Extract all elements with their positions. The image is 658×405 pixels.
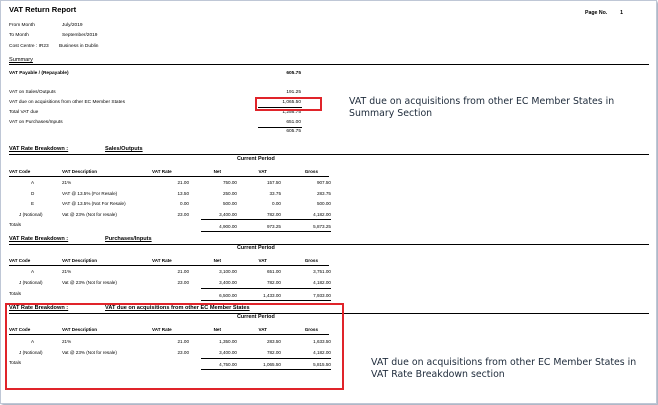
row-rate: 23.00 [177, 280, 189, 285]
report-title: VAT Return Report [9, 5, 77, 14]
row-code: A [31, 269, 35, 274]
breakdown-callout [371, 357, 636, 381]
row-rate: 21.00 [177, 339, 189, 344]
col-net: Net [213, 327, 221, 332]
row-code: A [31, 180, 35, 185]
row-description: Vat @ 23% (Not for resale) [62, 350, 117, 355]
summary-net-rule [258, 127, 302, 128]
row-gross: 500.00 [316, 201, 331, 206]
cost-centre-label: Cost Centre : IR23 [9, 44, 49, 49]
row-description: Vat @ 23% (Not for resale) [62, 280, 117, 285]
row-net: 1,350.00 [219, 339, 237, 344]
row-description: 21% [62, 180, 72, 185]
acquisitions-total-gross: 5,815.50 [313, 362, 331, 367]
summary-heading: Summary [9, 57, 33, 63]
sales-totals-rule [201, 219, 331, 220]
summary-divider [9, 64, 649, 65]
purchases-breakdown-label: VAT Rate Breakdown : [9, 236, 69, 242]
summary-row-label: VAT on Sales/Outputs [9, 90, 56, 95]
row-gross: 4,182.00 [313, 212, 331, 217]
summary-row-value: 1,065.50 [282, 100, 301, 105]
breakdown-callout-line1: VAT due on acquisitions from other EC Member States in [371, 357, 637, 368]
cost-centre-value: Business in Dublin [59, 44, 99, 49]
acquisitions-total-vat: 1,065.50 [263, 362, 281, 367]
row-description: 21% [62, 339, 72, 344]
acquisitions-breakdown-label: VAT Rate Breakdown : [9, 305, 69, 311]
summary-row-label: Total VAT due [9, 110, 39, 115]
purchases-totals-rule [201, 288, 331, 289]
row-code: J (Notional) [19, 350, 43, 355]
row-vat: 0.00 [272, 201, 281, 206]
row-gross: 3,751.00 [313, 269, 331, 274]
col-vat: VAT [258, 327, 267, 332]
row-vat: 283.50 [266, 339, 281, 344]
purchases-current-period: Current Period [237, 245, 275, 251]
purchases-total-gross: 7,933.00 [313, 293, 331, 298]
to-month-label: To Month [9, 33, 29, 38]
summary-row-label: VAT due on acquisitions from other EC Member States [9, 100, 125, 105]
summary-row-value: 191.25 [286, 90, 301, 95]
row-description: VAT @ 13.5% (For Resale) [62, 191, 118, 196]
purchases-divider [9, 244, 649, 245]
row-net: 500.00 [222, 201, 237, 206]
row-gross: 283.75 [316, 191, 331, 196]
sales-total-net: 4,900.00 [219, 224, 237, 229]
summary-row-value: 1,256.75 [282, 110, 301, 115]
row-vat: 782.00 [266, 350, 281, 355]
sales-total-gross: 5,873.25 [313, 224, 331, 229]
row-code: D [31, 191, 35, 196]
row-vat: 157.50 [266, 180, 281, 185]
col-vat: VAT [258, 258, 267, 263]
from-month-label: From Month [9, 23, 35, 28]
row-vat: 33.75 [269, 191, 281, 196]
sales-total-vat: 973.25 [266, 224, 281, 229]
to-month-value: September/2019 [62, 33, 98, 38]
row-code: E [31, 201, 35, 206]
col-net: Net [213, 258, 221, 263]
summary-callout [349, 96, 614, 120]
purchases-section-title: Purchases/Inputs [105, 236, 152, 242]
row-gross: 907.50 [316, 180, 331, 185]
row-vat: 782.00 [266, 212, 281, 217]
summary-row-label: VAT on Purchases/Inputs [9, 120, 63, 125]
row-vat: 782.00 [266, 280, 281, 285]
col-vat-code: VAT Code [9, 258, 31, 263]
row-vat: 651.00 [266, 269, 281, 274]
row-code: J (Notional) [19, 212, 43, 217]
purchases-total-vat: 1,433.00 [263, 293, 281, 298]
page-number-label [585, 10, 623, 16]
col-vat-description: VAT Description [62, 258, 98, 263]
row-rate: 21.00 [177, 180, 189, 185]
purchases-total-net: 6,500.00 [219, 293, 237, 298]
col-vat-rate: VAT Rate [152, 258, 172, 263]
breakdown-callout-line2: VAT Rate Breakdown section [371, 369, 505, 380]
purchases-totals-label: Totals [9, 291, 21, 296]
from-month-value: July/2019 [62, 23, 83, 28]
row-description: VAT @ 13.5% (Not For Resale) [62, 201, 126, 206]
acquisitions-totals-label: Totals [9, 360, 21, 365]
sales-section-title: Sales/Outputs [105, 146, 143, 152]
col-gross: Gross [304, 327, 318, 332]
col-vat: VAT [258, 169, 267, 174]
sales-header-rule [9, 176, 329, 177]
acquisitions-highlight-box [5, 303, 344, 390]
row-code: A [31, 339, 35, 344]
row-code: J (Notional) [19, 280, 43, 285]
summary-row-value: 651.00 [286, 120, 301, 125]
row-rate: 21.00 [177, 269, 189, 274]
summary-highlight-box [255, 97, 322, 111]
summary-callout-line2: Summary Section [349, 108, 433, 119]
row-net: 250.00 [222, 191, 237, 196]
row-net: 3,400.00 [219, 212, 237, 217]
col-vat-description: VAT Description [62, 327, 98, 332]
row-description: 21% [62, 269, 72, 274]
sales-current-period: Current Period [237, 156, 275, 162]
col-vat-code: VAT Code [9, 169, 31, 174]
row-gross: 4,182.00 [313, 280, 331, 285]
payable-value: 605.75 [286, 71, 301, 76]
row-rate: 23.00 [177, 212, 189, 217]
sales-breakdown-label: VAT Rate Breakdown : [9, 146, 69, 152]
row-rate: 0.00 [180, 201, 189, 206]
row-description: Vat @ 23% (Not for resale) [62, 212, 117, 217]
summary-callout-line1: VAT due on acquisitions from other EC Member States in [349, 96, 615, 107]
purchases-header-rule [9, 265, 329, 266]
acquisitions-current-period: Current Period [237, 314, 275, 320]
row-rate: 23.00 [177, 350, 189, 355]
col-vat-rate: VAT Rate [152, 169, 172, 174]
page-label: Page No. [585, 10, 608, 16]
purchases-totals-underline [201, 300, 331, 301]
sales-divider [9, 154, 649, 155]
row-net: 3,400.00 [219, 280, 237, 285]
row-rate: 13.50 [177, 191, 189, 196]
row-gross: 1,633.50 [313, 339, 331, 344]
sales-totals-label: Totals [9, 222, 21, 227]
col-vat-code: VAT Code [9, 327, 31, 332]
row-net: 3,100.00 [219, 269, 237, 274]
row-net: 750.00 [222, 180, 237, 185]
acquisitions-total-net: 4,750.00 [219, 362, 237, 367]
sales-totals-underline [201, 231, 331, 232]
page-number: 1 [620, 10, 623, 16]
summary-net-value: 605.75 [286, 129, 301, 134]
col-gross: Gross [304, 169, 318, 174]
col-gross: Gross [304, 258, 318, 263]
payable-label: VAT Payable / (Repayable) [9, 71, 69, 76]
acquisitions-section-title: VAT due on acquisitions from other EC Member States [105, 305, 250, 311]
col-vat-rate: VAT Rate [152, 327, 172, 332]
col-vat-description: VAT Description [62, 169, 98, 174]
row-net: 3,400.00 [219, 350, 237, 355]
row-gross: 4,182.00 [313, 350, 331, 355]
col-net: Net [213, 169, 221, 174]
